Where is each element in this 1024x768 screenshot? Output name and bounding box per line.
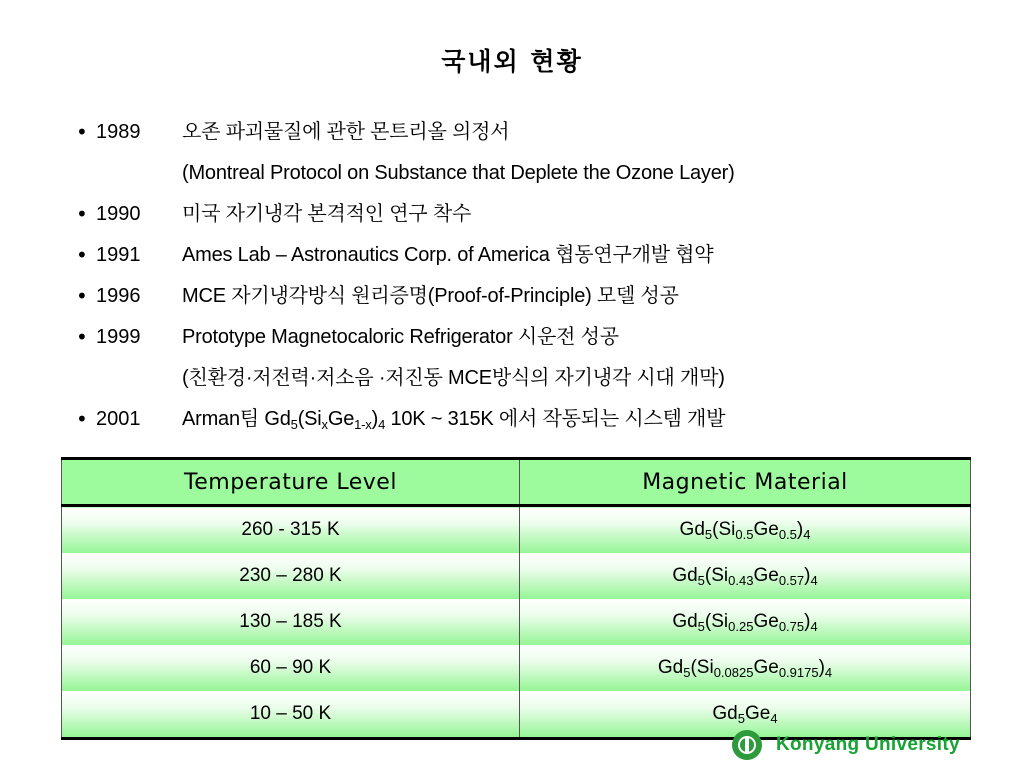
timeline-item-1996 [76, 282, 976, 323]
timeline-year: 2001 [96, 408, 141, 430]
page-title: 국내외 현황 [441, 47, 583, 76]
timeline-year: 1990 [96, 203, 141, 225]
timeline-text: 미국 자기냉각 본격적인 연구 착수 [182, 203, 472, 225]
timeline-year: 1989 [96, 121, 141, 143]
bullet-dot: • [76, 325, 88, 349]
table-header-row [62, 459, 971, 506]
timeline-year: 1999 [96, 326, 141, 348]
material-cell: $Gd_5Ge_4$ [520, 691, 971, 739]
temperature-cell: 230 – 280 K [62, 553, 520, 599]
timeline-text: (Montreal Protocol on Substance that Deplete the Ozone Layer) [182, 162, 735, 184]
material-cell: $Gd_5(Si_{0.25}Ge_{0.75})_4$ [520, 599, 971, 645]
bullet-dot: • [76, 284, 88, 308]
timeline-year: 1996 [96, 285, 141, 307]
table-row [62, 599, 971, 645]
subscript: x [321, 417, 328, 432]
magnetic-material-table [61, 457, 971, 740]
subscript: 1-x [354, 417, 372, 432]
timeline-item-1989-note [76, 159, 976, 200]
timeline-list [76, 118, 976, 446]
subscript: 4 [378, 417, 386, 432]
material-cell: $Gd_5(Si_{0.5}Ge_{0.5})_4$ [520, 506, 971, 554]
temperature-cell: 260 - 315 K [62, 506, 520, 554]
university-seal-icon [732, 730, 762, 760]
table-row [62, 506, 971, 554]
text-part: ) [371, 408, 379, 430]
timeline-text: 오존 파괴물질에 관한 몬트리올 의정서 [182, 121, 510, 143]
footer-branding [732, 728, 960, 762]
table-row [62, 553, 971, 599]
timeline-item-1990 [76, 200, 976, 241]
text-part: Arman팀 Gd [182, 408, 291, 430]
university-name: Konyang University [776, 734, 960, 755]
temperature-cell: 130 – 185 K [62, 599, 520, 645]
timeline-text: Ames Lab – Astronautics Corp. of America 협동연구개발 협약 [182, 244, 714, 266]
temperature-cell: 10 – 50 K [62, 691, 520, 739]
bullet-dot: • [76, 407, 88, 431]
timeline-item-1989 [76, 118, 976, 159]
timeline-item-1991 [76, 241, 976, 282]
table-row [62, 645, 971, 691]
timeline-text [182, 405, 725, 433]
bullet-dot: • [76, 202, 88, 226]
bullet-dot: • [76, 120, 88, 144]
timeline-text: (친환경·저전력·저소음 ·저진동 MCE방식의 자기냉각 시대 개막) [182, 367, 725, 389]
timeline-year: 1991 [96, 244, 141, 266]
material-cell: $Gd_5(Si_{0.0825}Ge_{0.9175})_4$ [520, 645, 971, 691]
column-header-temperature: Temperature Level [62, 459, 520, 506]
timeline-item-2001 [76, 405, 976, 446]
text-part: 10K ~ 315K 에서 작동되는 시스템 개발 [385, 408, 726, 430]
subscript: 5 [290, 417, 298, 432]
column-header-material: Magnetic Material [520, 459, 971, 506]
text-part: Ge [327, 408, 355, 430]
timeline-text: Prototype Magnetocaloric Refrigerator 시운전 성공 [182, 326, 619, 348]
bullet-dot: • [76, 243, 88, 267]
text-part: (Si [297, 408, 322, 430]
timeline-item-1999-note [76, 364, 976, 405]
material-cell: $Gd_5(Si_{0.43}Ge_{0.57})_4$ [520, 553, 971, 599]
temperature-cell: 60 – 90 K [62, 645, 520, 691]
timeline-item-1999 [76, 323, 976, 364]
timeline-text: MCE 자기냉각방식 원리증명(Proof-of-Principle) 모델 성공 [182, 285, 679, 307]
